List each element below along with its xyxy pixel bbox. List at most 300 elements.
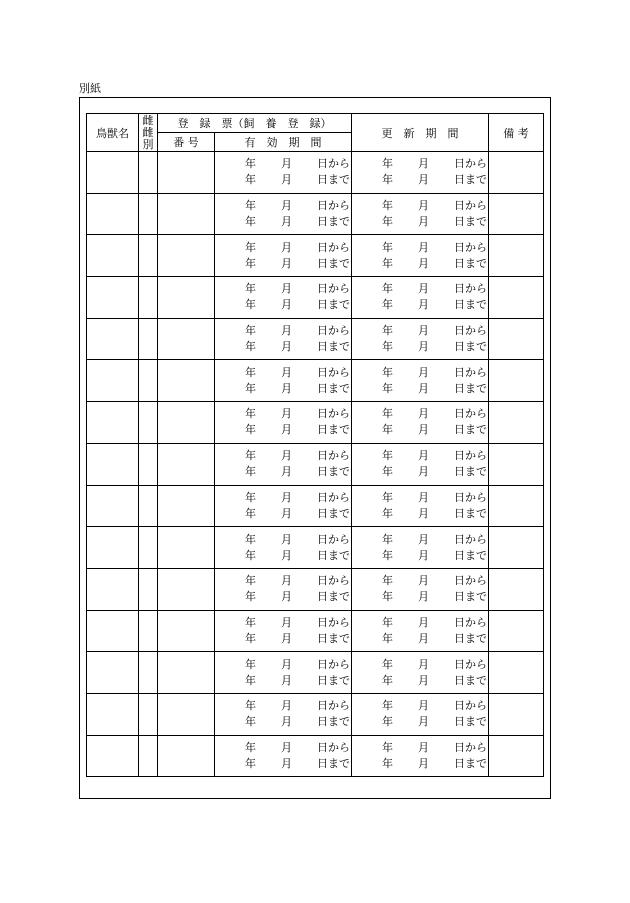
renewal-period-cell[interactable]	[352, 568, 489, 610]
period-from-line	[215, 156, 351, 172]
remarks-cell[interactable]	[489, 318, 544, 360]
year-label: 年	[245, 449, 256, 463]
period-from-line	[215, 573, 351, 589]
month-label: 月	[418, 756, 429, 770]
year-label: 年	[245, 199, 256, 213]
period-until-line	[352, 506, 488, 522]
period-until-line	[215, 214, 351, 230]
until-label: 日まで	[454, 590, 487, 604]
period-from-line	[215, 323, 351, 339]
year-label: 年	[245, 740, 256, 754]
month-label: 月	[418, 715, 429, 729]
table-row	[87, 568, 544, 610]
number-cell[interactable]	[158, 277, 215, 319]
until-label: 日まで	[454, 381, 487, 395]
renewal-period-cell[interactable]	[352, 693, 489, 735]
remarks-cell[interactable]	[489, 652, 544, 694]
valid-period-cell[interactable]	[215, 152, 352, 194]
number-cell[interactable]	[158, 235, 215, 277]
remarks-cell[interactable]	[489, 193, 544, 235]
from-label: 日から	[317, 365, 350, 379]
period-from-line	[352, 198, 488, 214]
month-label: 月	[418, 215, 429, 229]
number-cell[interactable]	[158, 443, 215, 485]
month-label: 月	[418, 699, 429, 713]
table-body	[87, 152, 544, 777]
animal-name-cell[interactable]	[87, 235, 139, 277]
animal-name-cell[interactable]	[87, 485, 139, 527]
year-label: 年	[245, 240, 256, 254]
sex-cell[interactable]	[139, 693, 158, 735]
month-label: 月	[418, 423, 429, 437]
page-label: 別紙	[79, 82, 101, 95]
period-from-line	[215, 490, 351, 506]
from-label: 日から	[454, 699, 487, 713]
until-label: 日まで	[317, 215, 350, 229]
year-label: 年	[382, 532, 393, 546]
year-label: 年	[382, 365, 393, 379]
period-from-line	[215, 740, 351, 756]
number-cell[interactable]	[158, 485, 215, 527]
period-until-line	[215, 548, 351, 564]
period-from-line	[352, 573, 488, 589]
sex-cell[interactable]	[139, 402, 158, 444]
from-label: 日から	[317, 699, 350, 713]
year-label: 年	[245, 157, 256, 171]
year-label: 年	[245, 590, 256, 604]
sex-cell[interactable]	[139, 610, 158, 652]
year-label: 年	[382, 324, 393, 338]
month-label: 月	[281, 465, 292, 479]
table-row	[87, 610, 544, 652]
valid-period-cell[interactable]	[215, 360, 352, 402]
year-label: 年	[245, 548, 256, 562]
year-label: 年	[245, 173, 256, 187]
year-label: 年	[245, 340, 256, 354]
from-label: 日から	[317, 657, 350, 671]
valid-period-cell[interactable]	[215, 610, 352, 652]
month-label: 月	[418, 381, 429, 395]
animal-name-cell[interactable]	[87, 402, 139, 444]
month-label: 月	[418, 407, 429, 421]
month-label: 月	[281, 381, 292, 395]
until-label: 日まで	[317, 173, 350, 187]
year-label: 年	[382, 199, 393, 213]
year-label: 年	[245, 699, 256, 713]
from-label: 日から	[454, 365, 487, 379]
period-from-line	[352, 365, 488, 381]
table-row	[87, 318, 544, 360]
valid-period-cell[interactable]	[215, 277, 352, 319]
month-label: 月	[281, 340, 292, 354]
renewal-period-cell[interactable]	[352, 402, 489, 444]
year-label: 年	[382, 298, 393, 312]
animal-name-cell[interactable]	[87, 360, 139, 402]
month-label: 月	[418, 631, 429, 645]
sex-cell[interactable]	[139, 527, 158, 569]
animal-name-cell[interactable]	[87, 652, 139, 694]
period-from-line	[215, 198, 351, 214]
period-until-line	[215, 297, 351, 313]
table-row	[87, 693, 544, 735]
month-label: 月	[281, 699, 292, 713]
sex-cell[interactable]	[139, 193, 158, 235]
table-row	[87, 735, 544, 777]
renewal-period-cell[interactable]	[352, 277, 489, 319]
month-label: 月	[418, 615, 429, 629]
number-cell[interactable]	[158, 527, 215, 569]
table-row	[87, 652, 544, 694]
remarks-cell[interactable]	[489, 402, 544, 444]
period-until-line	[352, 297, 488, 313]
remarks-cell[interactable]	[489, 485, 544, 527]
sex-cell[interactable]	[139, 485, 158, 527]
valid-period-cell[interactable]	[215, 652, 352, 694]
remarks-cell[interactable]	[489, 610, 544, 652]
renewal-period-cell[interactable]	[352, 193, 489, 235]
from-label: 日から	[454, 657, 487, 671]
header-renewal-period: 更 新 期 間	[352, 114, 489, 152]
until-label: 日まで	[454, 756, 487, 770]
number-cell[interactable]	[158, 652, 215, 694]
valid-period-cell[interactable]	[215, 485, 352, 527]
sex-cell[interactable]	[139, 735, 158, 777]
until-label: 日まで	[317, 506, 350, 520]
animal-name-cell[interactable]	[87, 318, 139, 360]
month-label: 月	[281, 449, 292, 463]
table-row	[87, 443, 544, 485]
year-label: 年	[245, 532, 256, 546]
from-label: 日から	[317, 407, 350, 421]
month-label: 月	[281, 215, 292, 229]
month-label: 月	[281, 324, 292, 338]
period-from-line	[352, 156, 488, 172]
month-label: 月	[418, 673, 429, 687]
from-label: 日から	[317, 490, 350, 504]
number-cell[interactable]	[158, 360, 215, 402]
period-until-line	[352, 756, 488, 772]
from-label: 日から	[317, 449, 350, 463]
remarks-cell[interactable]	[489, 152, 544, 194]
period-from-line	[352, 240, 488, 256]
year-label: 年	[382, 282, 393, 296]
month-label: 月	[281, 490, 292, 504]
until-label: 日まで	[317, 381, 350, 395]
sex-cell[interactable]	[139, 318, 158, 360]
month-label: 月	[418, 590, 429, 604]
remarks-cell[interactable]	[489, 527, 544, 569]
remarks-cell[interactable]	[489, 693, 544, 735]
year-label: 年	[245, 381, 256, 395]
year-label: 年	[382, 756, 393, 770]
year-label: 年	[382, 465, 393, 479]
year-label: 年	[382, 590, 393, 604]
period-from-line	[215, 406, 351, 422]
renewal-period-cell[interactable]	[352, 360, 489, 402]
month-label: 月	[281, 740, 292, 754]
animal-name-cell[interactable]	[87, 193, 139, 235]
period-until-line	[352, 673, 488, 689]
year-label: 年	[382, 631, 393, 645]
month-label: 月	[281, 173, 292, 187]
valid-period-cell[interactable]	[215, 318, 352, 360]
from-label: 日から	[454, 407, 487, 421]
renewal-period-cell[interactable]	[352, 735, 489, 777]
valid-period-cell[interactable]	[215, 568, 352, 610]
until-label: 日まで	[454, 465, 487, 479]
month-label: 月	[418, 173, 429, 187]
valid-period-cell[interactable]	[215, 527, 352, 569]
number-cell[interactable]	[158, 193, 215, 235]
period-until-line	[215, 172, 351, 188]
until-label: 日まで	[317, 256, 350, 270]
month-label: 月	[281, 657, 292, 671]
number-cell[interactable]	[158, 318, 215, 360]
year-label: 年	[245, 407, 256, 421]
number-cell[interactable]	[158, 610, 215, 652]
until-label: 日まで	[454, 298, 487, 312]
animal-name-cell[interactable]	[87, 568, 139, 610]
renewal-period-cell[interactable]	[352, 443, 489, 485]
period-until-line	[215, 714, 351, 730]
from-label: 日から	[454, 574, 487, 588]
month-label: 月	[418, 157, 429, 171]
until-label: 日まで	[454, 506, 487, 520]
until-label: 日まで	[454, 173, 487, 187]
number-cell[interactable]	[158, 402, 215, 444]
renewal-period-cell[interactable]	[352, 652, 489, 694]
sex-cell[interactable]	[139, 652, 158, 694]
renewal-period-cell[interactable]	[352, 152, 489, 194]
from-label: 日から	[454, 157, 487, 171]
until-label: 日まで	[317, 673, 350, 687]
period-until-line	[352, 214, 488, 230]
year-label: 年	[245, 657, 256, 671]
period-until-line	[215, 381, 351, 397]
number-cell[interactable]	[158, 152, 215, 194]
month-label: 月	[281, 590, 292, 604]
from-label: 日から	[454, 740, 487, 754]
renewal-period-cell[interactable]	[352, 485, 489, 527]
renewal-period-cell[interactable]	[352, 527, 489, 569]
sex-cell[interactable]	[139, 277, 158, 319]
until-label: 日まで	[317, 631, 350, 645]
year-label: 年	[382, 173, 393, 187]
year-label: 年	[382, 407, 393, 421]
period-until-line	[352, 631, 488, 647]
period-from-line	[352, 448, 488, 464]
month-label: 月	[281, 157, 292, 171]
year-label: 年	[382, 699, 393, 713]
table-row	[87, 193, 544, 235]
period-until-line	[352, 422, 488, 438]
year-label: 年	[382, 740, 393, 754]
table-row	[87, 277, 544, 319]
animal-name-cell[interactable]	[87, 527, 139, 569]
period-from-line	[215, 240, 351, 256]
from-label: 日から	[454, 490, 487, 504]
year-label: 年	[245, 715, 256, 729]
animal-name-cell[interactable]	[87, 693, 139, 735]
header-sex	[139, 114, 158, 152]
month-label: 月	[418, 256, 429, 270]
animal-name-cell[interactable]	[87, 610, 139, 652]
sex-cell[interactable]	[139, 235, 158, 277]
period-until-line	[352, 339, 488, 355]
period-until-line	[352, 256, 488, 272]
month-label: 月	[281, 673, 292, 687]
period-from-line	[215, 281, 351, 297]
from-label: 日から	[454, 615, 487, 629]
month-label: 月	[418, 340, 429, 354]
table-row	[87, 152, 544, 194]
year-label: 年	[245, 215, 256, 229]
period-until-line	[215, 506, 351, 522]
number-cell[interactable]	[158, 693, 215, 735]
from-label: 日から	[317, 615, 350, 629]
year-label: 年	[382, 256, 393, 270]
animal-name-cell[interactable]	[87, 152, 139, 194]
header-valid-period: 有 効 期 間	[215, 133, 352, 152]
month-label: 月	[418, 657, 429, 671]
header-registration: 登 録 票（飼 養 登 録）	[158, 114, 352, 133]
month-label: 月	[281, 256, 292, 270]
year-label: 年	[245, 423, 256, 437]
animal-name-cell[interactable]	[87, 277, 139, 319]
until-label: 日まで	[317, 756, 350, 770]
number-cell[interactable]	[158, 735, 215, 777]
sex-cell[interactable]	[139, 568, 158, 610]
year-label: 年	[382, 449, 393, 463]
period-from-line	[352, 406, 488, 422]
period-from-line	[352, 532, 488, 548]
period-from-line	[352, 657, 488, 673]
from-label: 日から	[317, 157, 350, 171]
from-label: 日から	[454, 199, 487, 213]
until-label: 日まで	[454, 423, 487, 437]
year-label: 年	[382, 490, 393, 504]
year-label: 年	[245, 631, 256, 645]
period-from-line	[215, 698, 351, 714]
from-label: 日から	[317, 324, 350, 338]
period-until-line	[215, 256, 351, 272]
table-row	[87, 527, 544, 569]
year-label: 年	[382, 548, 393, 562]
year-label: 年	[245, 365, 256, 379]
month-label: 月	[418, 365, 429, 379]
renewal-period-cell[interactable]	[352, 318, 489, 360]
month-label: 月	[281, 548, 292, 562]
period-until-line	[352, 548, 488, 564]
from-label: 日から	[317, 740, 350, 754]
month-label: 月	[281, 756, 292, 770]
until-label: 日まで	[317, 423, 350, 437]
from-label: 日から	[454, 532, 487, 546]
year-label: 年	[382, 381, 393, 395]
from-label: 日から	[454, 324, 487, 338]
number-cell[interactable]	[158, 568, 215, 610]
renewal-period-cell[interactable]	[352, 235, 489, 277]
period-from-line	[215, 657, 351, 673]
period-until-line	[352, 589, 488, 605]
year-label: 年	[382, 423, 393, 437]
month-label: 月	[418, 490, 429, 504]
table-row	[87, 360, 544, 402]
remarks-cell[interactable]	[489, 568, 544, 610]
valid-period-cell[interactable]	[215, 193, 352, 235]
period-until-line	[215, 339, 351, 355]
from-label: 日から	[317, 282, 350, 296]
month-label: 月	[281, 423, 292, 437]
year-label: 年	[382, 506, 393, 520]
remarks-cell[interactable]	[489, 360, 544, 402]
remarks-cell[interactable]	[489, 735, 544, 777]
sex-cell[interactable]	[139, 443, 158, 485]
year-label: 年	[382, 657, 393, 671]
year-label: 年	[245, 324, 256, 338]
remarks-cell[interactable]	[489, 443, 544, 485]
year-label: 年	[245, 673, 256, 687]
until-label: 日まで	[454, 340, 487, 354]
header-sex-text: 雌 雌 別	[142, 113, 154, 151]
year-label: 年	[382, 240, 393, 254]
month-label: 月	[418, 574, 429, 588]
period-until-line	[352, 381, 488, 397]
table-row	[87, 235, 544, 277]
period-from-line	[352, 740, 488, 756]
month-label: 月	[281, 407, 292, 421]
sex-cell[interactable]	[139, 360, 158, 402]
year-label: 年	[382, 715, 393, 729]
sex-cell[interactable]	[139, 152, 158, 194]
from-label: 日から	[317, 532, 350, 546]
animal-name-cell[interactable]	[87, 735, 139, 777]
period-until-line	[215, 589, 351, 605]
month-label: 月	[281, 532, 292, 546]
animal-name-cell[interactable]	[87, 443, 139, 485]
period-from-line	[352, 490, 488, 506]
period-until-line	[215, 464, 351, 480]
period-from-line	[215, 615, 351, 631]
year-label: 年	[245, 282, 256, 296]
period-from-line	[352, 698, 488, 714]
month-label: 月	[281, 199, 292, 213]
renewal-period-cell[interactable]	[352, 610, 489, 652]
until-label: 日まで	[454, 631, 487, 645]
from-label: 日から	[454, 449, 487, 463]
month-label: 月	[418, 532, 429, 546]
from-label: 日から	[454, 282, 487, 296]
table-row	[87, 402, 544, 444]
valid-period-cell[interactable]	[215, 735, 352, 777]
valid-period-cell[interactable]	[215, 402, 352, 444]
year-label: 年	[245, 574, 256, 588]
remarks-cell[interactable]	[489, 277, 544, 319]
month-label: 月	[281, 298, 292, 312]
remarks-cell[interactable]	[489, 235, 544, 277]
valid-period-cell[interactable]	[215, 235, 352, 277]
valid-period-cell[interactable]	[215, 443, 352, 485]
period-until-line	[215, 673, 351, 689]
valid-period-cell[interactable]	[215, 693, 352, 735]
period-until-line	[215, 756, 351, 772]
month-label: 月	[418, 449, 429, 463]
month-label: 月	[281, 282, 292, 296]
year-label: 年	[245, 490, 256, 504]
until-label: 日まで	[454, 548, 487, 562]
period-from-line	[352, 615, 488, 631]
period-from-line	[352, 323, 488, 339]
